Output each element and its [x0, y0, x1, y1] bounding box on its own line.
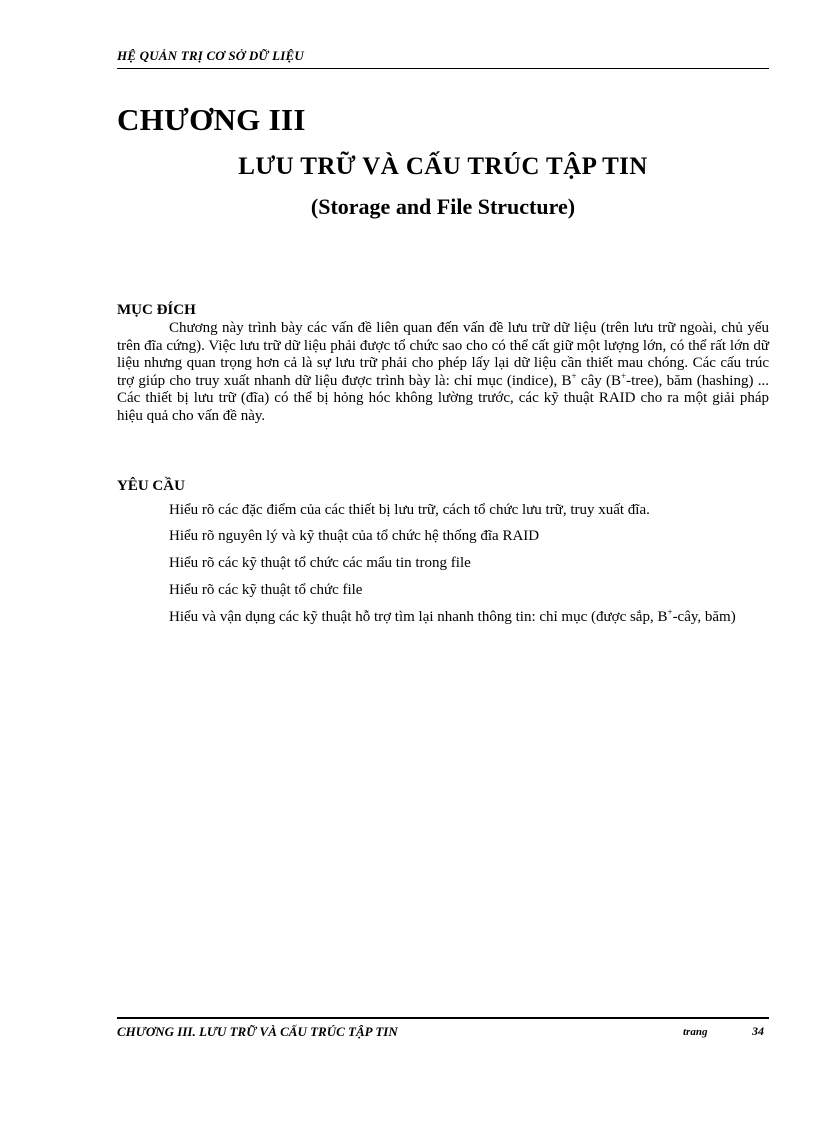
- requirement-item: Hiểu rõ các kỹ thuật tổ chức các mẩu tin trong file: [169, 555, 471, 571]
- chapter-title: CHƯƠNG III: [117, 102, 306, 137]
- chapter-subtitle: LƯU TRỮ VÀ CẤU TRÚC TẬP TIN: [238, 153, 648, 180]
- superscript-plus: +: [571, 370, 577, 381]
- purpose-text-1: Chương này trình bày các vấn đề liên quan đến vấn đề lưu trữ dữ liệu (trên lưu trữ ngoài, chủ yếu trên đĩa cứng). Việc lưu trữ dữ liệu phải được tổ chức sao cho có thể cất giữ một lượng lớn, có thể rất lớn dữ liệu nhưng quan trọng hơn cả là sự lưu trữ phải cho phép lấy lại dữ liệu cần thiết mau chóng. Các cấu trúc trợ giúp cho truy xuất nhanh dữ liệu được trình bày là: chỉ mục (indice), B: [117, 320, 769, 389]
- requirement-item: Hiểu rõ các đặc điểm của các thiết bị lưu trữ, cách tổ chức lưu trữ, truy xuất đĩa.: [169, 502, 650, 518]
- superscript-plus: +: [667, 607, 673, 617]
- footer-chapter-label: CHƯƠNG III. LƯU TRỮ VÀ CẤU TRÚC TẬP TIN: [117, 1024, 398, 1039]
- footer-divider: [117, 1017, 769, 1019]
- purpose-text-3: -tree), băm (hashing) ... Các thiết bị lưu trữ (đĩa) có thể bị hỏng hóc không lường trước, các kỹ thuật RAID cho ra một giải pháp hiệu quả cho vấn đề này.: [117, 372, 769, 424]
- superscript-plus: +: [621, 370, 627, 381]
- requirement-item: Hiểu rõ các kỹ thuật tổ chức file: [169, 582, 363, 598]
- requirement-last-text-2: -cây, băm): [672, 609, 736, 625]
- purpose-heading: MỤC ĐÍCH: [117, 302, 196, 318]
- header-divider: [117, 68, 769, 69]
- running-header: HỆ QUẢN TRỊ CƠ SỞ DỮ LIỆU: [117, 48, 304, 63]
- requirement-item-last: [117, 608, 769, 627]
- chapter-subtitle-english: (Storage and File Structure): [310, 194, 576, 219]
- footer-page-label: trang: [683, 1026, 708, 1038]
- requirements-heading: YÊU CẦU: [117, 478, 185, 494]
- purpose-text-2: cây (B: [576, 372, 622, 389]
- footer-page-number: 34: [752, 1024, 764, 1038]
- requirement-item: Hiểu rõ nguyên lý và kỹ thuật của tổ chức hệ thống đĩa RAID: [169, 528, 540, 544]
- purpose-paragraph: [117, 320, 769, 425]
- requirement-last-text-1: Hiểu và vận dụng các kỹ thuật hỗ trợ tìm lại nhanh thông tin: chỉ mục (được sắp, B: [169, 609, 668, 625]
